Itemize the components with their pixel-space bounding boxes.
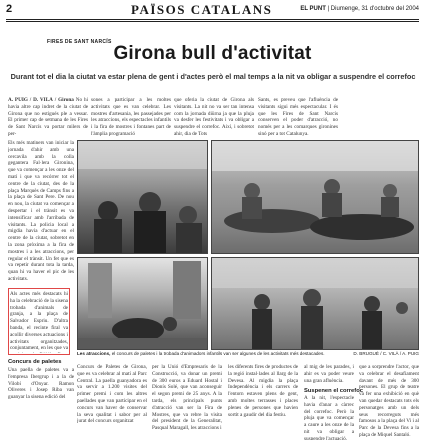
paper-name: EL PUNT: [300, 6, 326, 12]
subheading-paletes: Concurs de paletes: [8, 359, 62, 365]
left-column: Els més matiners van iniciar la jornada d'ahir amb una cercavila amb la colla gegantera Fal·lera Gironina, que va començar a les onze del matí i que va recórrer tot el centre de la ciutat, des de la plaça Marquès de Camps fins a la plaça de Sant Pere. De nou en nou, la ciutat va començar a despertar i el trànsit es va intensificar amb l'arribada de visitants. La policia local a migdia havia d'actuar en el centre de la ciutat, sobretot en la zona pròxima a la fira de mostres i a les atraccions, per regular el trànsit. Un fet que es va repetir durant tota la tarda, quan hi va haver el pic de les activitats.: [8, 140, 74, 282]
page-number: 2: [6, 3, 13, 15]
date-line: EL PUNT | Diumenge, 31 d'octubre del 2004: [300, 6, 419, 12]
subheading-correfoc: Suspenen el correfoc: [304, 388, 363, 394]
column-text: No hi havia altre cap indret de la ciutat de Girona que no estigués ple a vessar. El primer cap de setmana de les Fires de Sant Narcís va portar milers de per-: [8, 97, 88, 137]
intro-column-4: Sants, es preveu que l'afluència de visitants sigui més espectacular. I és que les Fires de Sant Narcís conserven el poder d'atracció, no només per a les comarques gironines sinó per a tot Catalunya.: [258, 97, 338, 137]
page-header: [6, 3, 419, 19]
header-rule: [6, 19, 419, 20]
photo-paella-contest: [211, 140, 419, 254]
highlighted-paragraph: Als actes més destacats hi ha la celebració de la sisena trobada d'animals de granja, a la plaça de Salvador Espriu. D'altra banda, el recinte firal va acollir diverses actuacions i activitats organitzades, conjuntament, en les que va: [10, 291, 68, 352]
bottom-column-3: les diferents fires de productes de la regió instal·lades al llarg de la Devesa. Al migdia la plaça Independència i els carrers de l'entorn estaven plens de gent, amb moltes terrasses i places plenes de persones que havien sortit a gaudir del dia festiu.: [228, 364, 298, 418]
photo-credit: D. BRUGUÉ / C. VILÀ / A. PUIG: [353, 351, 419, 356]
paella-pans-graphic: [212, 141, 419, 254]
bottom-column-1: Concurs de Paletes de Girona, que es va celebrar al matí al Parc Central. La paella guanyadora es va servir a 1.200 visites del primer premi i com les altres paellades que van participar en el concurs van haver de conservar la seva qualitat i sabor per al jurat del concurs organitzat: [77, 364, 147, 425]
section-title: PAÏSOS CATALANS: [131, 2, 273, 17]
caption-text: el concurs de paletes i la trobada d'animadors infantils van ser algunes de les activitats més destacades.: [111, 351, 325, 356]
article-kicker: FIRES DE SANT NARCÍS: [47, 39, 112, 45]
bottom-column-2: per la Unió d'Empresaris de la Construcció, va donar un premi de 300 euros a Eduard Hostal i Dionís Solé, que van aconseguir el segon premi de 25 anys. A la tarda, els principals punts d'atracció van ser la Fira de Mostres, que va rebre la visita del president de la Generalitat, Pasqual Maragall, les atraccions i: [152, 364, 222, 432]
correfoc-text: A la nit, l'espectacle havia d'anar a càrrec del correfoc. Però la pluja que va començar a caure a les onze de la nit va obligar a suspendre l'actuació.: [304, 395, 354, 440]
byline: A. PUIG / D. VILÀ / Girona: [8, 97, 74, 103]
article-headline: Girona bull d'activitat: [113, 43, 312, 64]
header-rule-thin: [6, 21, 419, 22]
photo-animals-square: [77, 257, 208, 350]
intro-column-2: sones a participar a les moltes activitats que es van celebrar. Les mostres d'artesania, les passejades per les atraccions, els espectacles infantils i la fira de mostres i fontanes part de l'àmplia programació: [91, 97, 171, 137]
animals-graphic: [78, 258, 208, 350]
paletes-text: Una paella de paletes va a l'empresa Ibergrup i a la de Vilobí d'Onyar. Ramon Oliveres i Josep Riba van guanyar la sisena edició del: [8, 367, 74, 401]
visitors-graphic: [212, 258, 419, 350]
bottom-column-4-top: al mig de les parades, i ahir es va poder veure una gran afluència.: [304, 364, 354, 384]
crowd-figures-graphic: [78, 141, 208, 254]
intro-column-1: [8, 97, 88, 137]
intro-column-5: [341, 97, 419, 137]
bottom-column-5: que a sorprendre l'actor, que va celebrar el desafiament davant de més de 300 persones. El grup de teatre va fer una exhibició en què van quedar destacats tots els personatges amb un dels seus recorreguts més famosos a la plaça del Vi i al Parc de la Devesa fins a la plaça de Miquel Santaló.: [359, 364, 419, 438]
article-subhead: Durant tot el dia la ciutat va estar plena de gent i d'actes però el mal temps a la nit va obligar a suspendre el correfoc: [10, 72, 416, 81]
photo-fair-visitors: [211, 257, 419, 350]
intro-column-3: que oferia la ciutat de Girona als visitants. La nit no va ser tan intensa com la jornada diürna ja que la pluja va desfer les festivitats i va obligar a suspendre el correfoc. Així, i sobretot ahir, dia de Tots: [174, 97, 254, 137]
photo-crowd-street: [77, 140, 208, 254]
caption-lead: Les atraccions,: [77, 351, 111, 356]
issue-date: Diumenge, 31 d'octubre del 2004: [330, 6, 419, 12]
